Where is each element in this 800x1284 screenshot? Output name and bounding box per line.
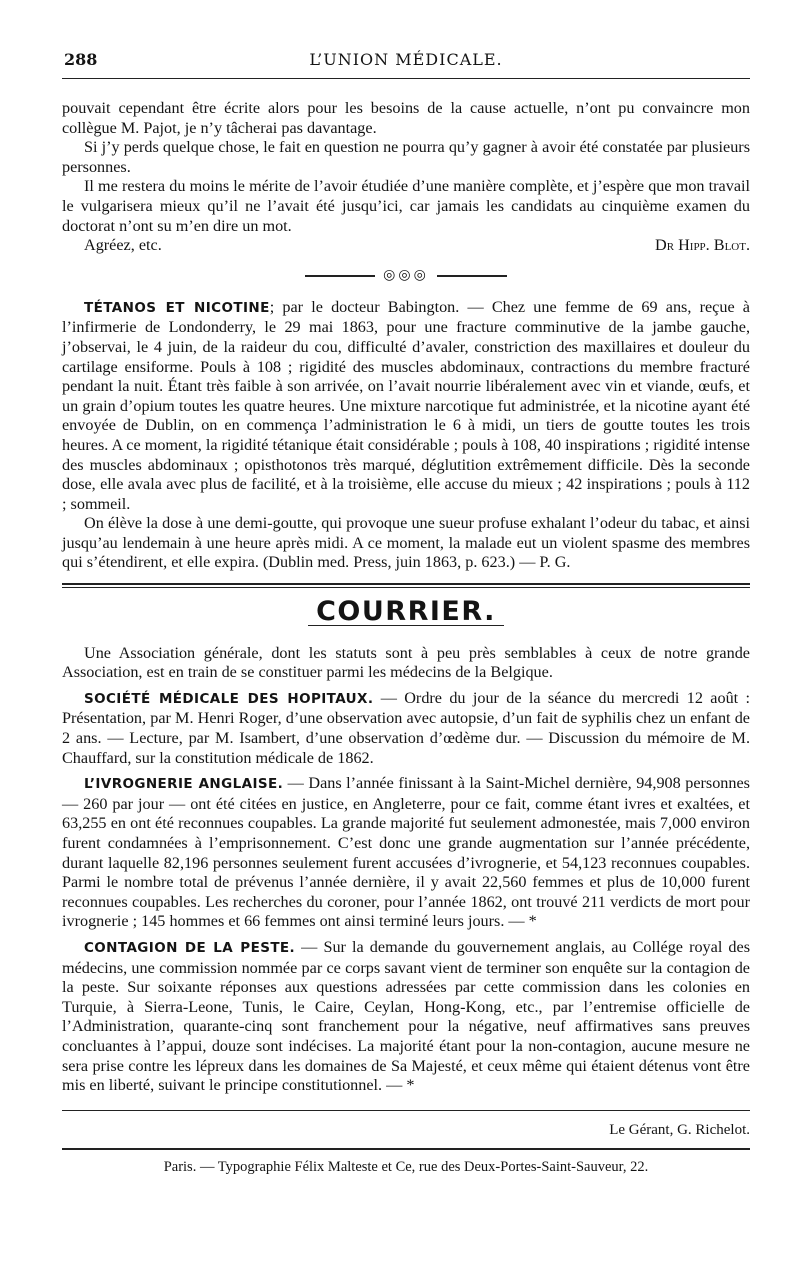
tetanos-text: ; par le docteur Babington. — Chez une femme de 69 ans, reçue à l’infirmerie de Londonderry, le 29 mai 1863, pour une fracture comminutive de la jambe gauche, j’observai, le 4 juin, de la raideur du cou, difficulté d’avaler, constriction des maxillaires et douleur du cartilage ensiforme. Pouls à 108 ; rigidité des muscles abdominaux, contractions du membre fracturé pendant la nuit. Étant très faible à son arrivée, on l’avait nourrie libéralement avec vin et viande, œufs, et un grain d’opium toutes les quatre heures. Une mixture narcotique fut administrée, et la nicotine ayant été envoyée de Dublin, on en commença l’administration le 6 à midi, un tiers de goutte toutes les trois heures. A ce moment, la rigidité tétanique était considérable ; pouls à 108, 40 inspirations ; rigidité intense des muscles abdominaux ; opisthotonos très marqué, déglutition extrêmement difficile. Dès la seconde dose, elle avala avec plus de facilité, et à la troisième, elle accuse du mieux ; 42 inspirations ; pouls à 112 ; sommeil.: [62, 297, 750, 513]
tetanos-heading: TÉTANOS ET NICOTINE: [84, 299, 270, 316]
societe-text: — Ordre du jour de la séance du mercredi 12 août : Présentation, par M. Henri Roger, d’une observation avec autopsie, d’un fait de syphilis chez un enfant de 2 ans. — Lecture, par M. Isambert, d’une observation d’œdème dur. — Discussion du mémoire de M. Chauffard, sur la constitution médicale de 1862.: [62, 688, 751, 767]
printer-imprint: Paris. — Typographie Félix Malteste et Ce, rue des Deux-Portes-Saint-Sauveur, 22.: [163, 1159, 649, 1176]
ivrognerie-heading: L’IVROGNERIE ANGLAISE.: [84, 776, 284, 793]
intro-paragraph-3: Il me restera du moins le mérite de l’avoir étudiée d’une manière complète, et j’espère que mon travail le vulgarisera mieux qu’il ne l’avait été jusqu’ici, car jamais les candidats au cinquième examen du doctorat n’ont su m’en dire un mot.: [62, 177, 750, 235]
courrier-heading-block: [62, 596, 750, 628]
ornament-right-rule: [437, 275, 507, 277]
intro-paragraph-2: Si j’y perds quelque chose, le fait en question ne pourra qu’y gagner à avoir été constatée par plusieurs personnes.: [62, 138, 750, 176]
ornament-left-rule: [305, 275, 375, 277]
gerant-line: Le Gérant, G. Richelot.: [609, 1121, 750, 1138]
author-signature: Dr Hipp. Blot.: [655, 236, 750, 255]
footer-rule: [62, 1148, 750, 1150]
page-body: [62, 99, 750, 1178]
running-title: L’UNION MÉDICALE.: [309, 50, 503, 69]
association-paragraph: Une Association générale, dont les statuts sont à peu près semblables à ceux de notre grande Association, est en train de se constituer parmi les médecins de la Belgique.: [62, 643, 750, 682]
ivrognerie-paragraph: [62, 774, 750, 932]
peste-paragraph: [62, 938, 750, 1096]
peste-heading: CONTAGION DE LA PESTE.: [84, 939, 296, 956]
page-header: [62, 48, 750, 79]
section-divider: [62, 583, 750, 588]
section-ornament: [62, 268, 750, 284]
ivrognerie-text: — Dans l’année finissant à la Saint-Michel dernière, 94,908 personnes — 260 par jour — ont été citées en justice, en Angleterre, pour ce fait, comme étant ivres et exaltées, et 63,255 en ont été reconnues coupables. La grande majorité fut seulement admonestée, mais 7,000 environ furent condamnées à l’emprisonnement. C’est donc une grande augmentation sur l’année précédente, durant laquelle 82,196 personnes seulement furent accusées d’ivrognerie, et 54,123 reconnues coupables. Parmi le nombre total de prévenus l’année dernière, il y avait 22,560 femmes et plus de 10,000 furent reconnues coupables. Les recherches du coroner, pour l’année 1862, ont trouvé 211 verdicts de mort pour ivrognerie ; 145 hommes et 66 femmes ont ainsi terminé leurs jours. — *: [62, 774, 750, 931]
courrier-title: COURRIER.: [308, 602, 504, 626]
intro-paragraph-1: pouvait cependant être écrite alors pour les besoins de la cause actuelle, n’ont pu convaincre mon collègue M. Pajot, je n’y tâcherai pas davantage.: [62, 99, 750, 137]
societe-heading: SOCIÉTÉ MÉDICALE DES HOPITAUX.: [84, 690, 374, 707]
end-rule: [62, 1110, 750, 1111]
tetanos-paragraph-2: On élève la dose à une demi-goutte, qui provoque une sueur profuse exhalant l’odeur du tabac, et ainsi jusqu’au lendemain à une heure après midi. A ce moment, la malade eut un violent spasme des membres qui s’étendirent, et elle expira. (Dublin med. Press, juin 1863, p. 623.) — P. G.: [62, 514, 750, 572]
peste-text: — Sur la demande du gouvernement anglais, au Collége royal des médecins, une commission nommée par ce corps savant vient de terminer son enquête sur la contagion de la peste. Sur soixante réponses aux questions adressées par cette commission dans les colonies en Turquie, à Sierra-Leone, Tunis, le Caire, Ceylan, Hong-Kong, etc., par l’entremise officielle de l’Administration, quarante-cinq sont franchement pour la négative, neuf affirmatives sans preuves concluantes à l’appui, douze sont indécises. La majorité étant pour la non-contagion, aucune mesure ne sera prise contre les lépreux dans les domaines de Sa Majesté, et ceux même qui étaient détenus vont être mis en liberté, suivant le principe constitutionnel. — *: [62, 937, 750, 1095]
closing-text: Agréez, etc.: [84, 236, 162, 255]
tetanos-article: [62, 298, 750, 515]
letter-signoff: [62, 236, 750, 256]
ornament-glyphs: ◎◎◎: [383, 267, 429, 283]
page-number: 288: [64, 50, 98, 69]
societe-paragraph: [62, 689, 750, 768]
